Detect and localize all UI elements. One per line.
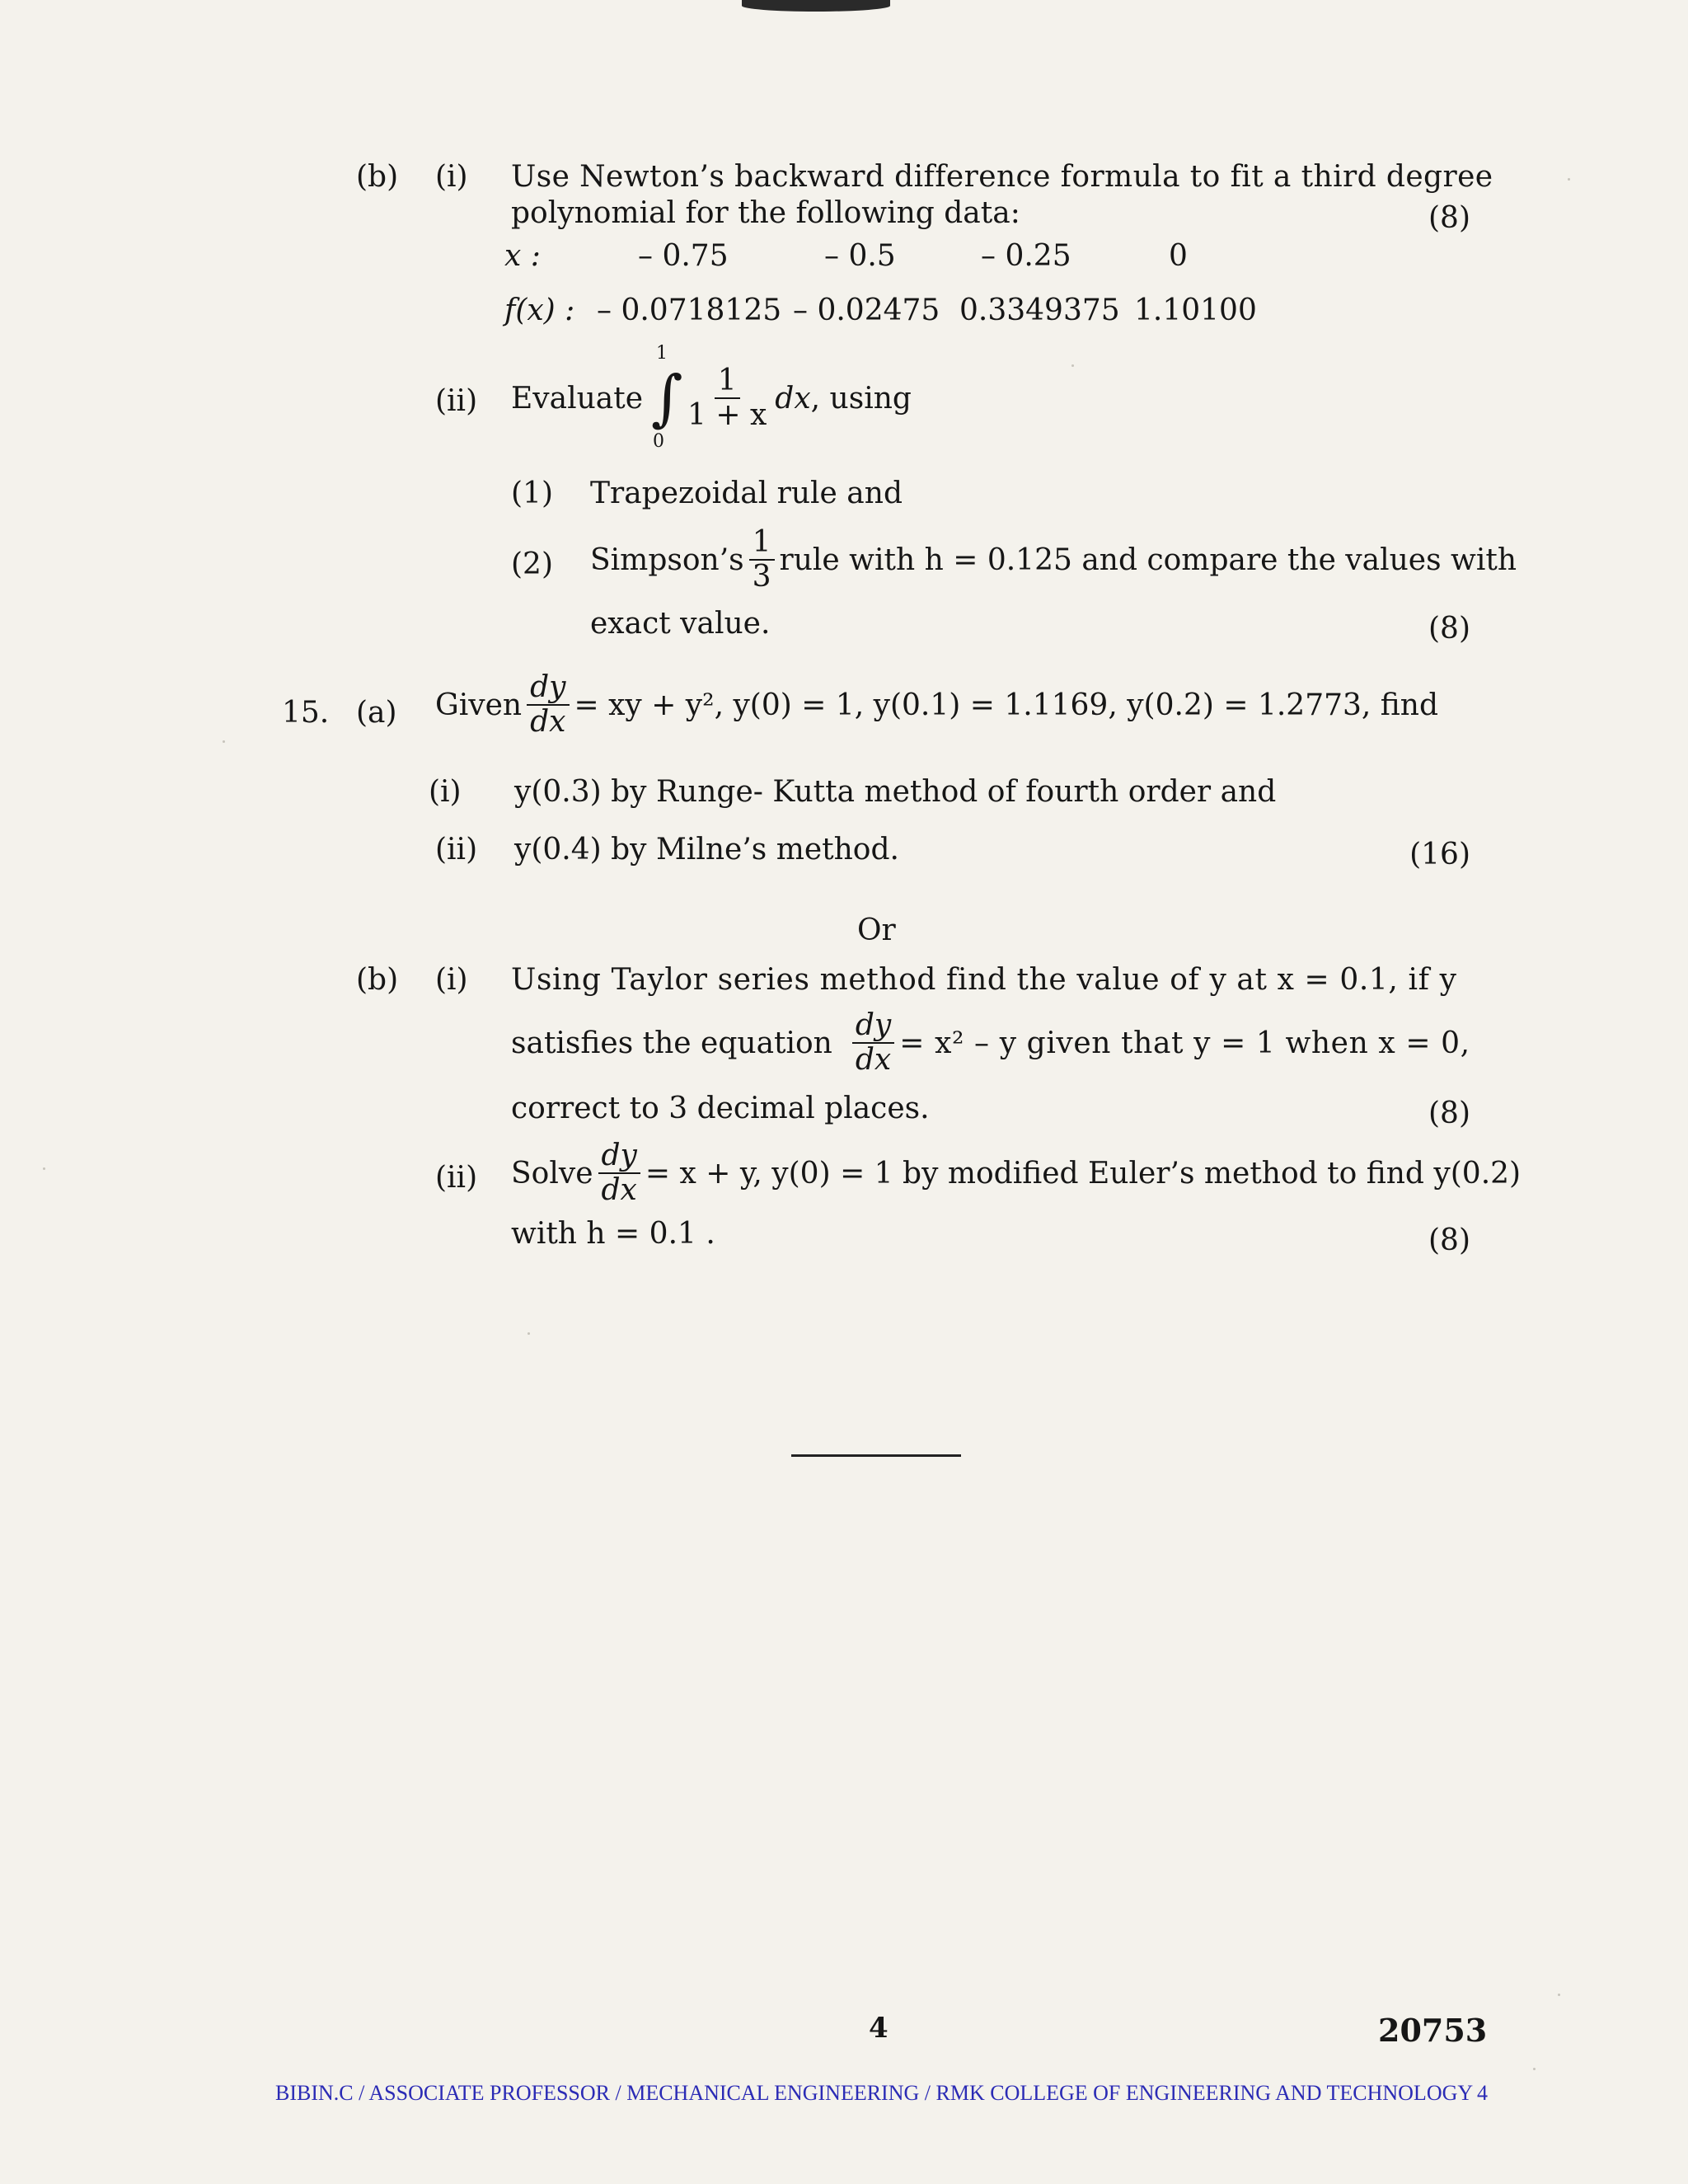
one-third-fraction bbox=[749, 525, 775, 594]
scan-speck bbox=[528, 1332, 530, 1335]
integrand-denominator: 1 + x bbox=[687, 398, 767, 432]
or-separator: Or bbox=[857, 914, 896, 947]
q15-number: 15. bbox=[282, 696, 330, 730]
q15a-i-text: y(0.3) by Runge- Kutta method of fourth order and bbox=[514, 775, 1277, 809]
one-third-numerator: 1 bbox=[749, 528, 775, 561]
table-f-value-2: – 0.02475 bbox=[793, 294, 940, 327]
q14b-i-text-line2: polynomial for the following data: bbox=[511, 196, 1020, 230]
table-f-value-1: – 0.0718125 bbox=[597, 294, 782, 327]
page-number: 4 bbox=[869, 2012, 889, 2045]
q15b-i-line1: Using Taylor series method find the value of y at x = 0.1, if y bbox=[511, 963, 1457, 997]
paper-code: 20753 bbox=[1378, 2012, 1488, 2049]
q14b-ii-sub2-line bbox=[590, 525, 1517, 594]
q15b-i-equation-rest: = x² – y given that y = 1 when x = 0, bbox=[899, 1026, 1470, 1060]
scan-binding-mark bbox=[742, 0, 890, 12]
q15b-i-dy: dy bbox=[852, 1011, 894, 1044]
scan-speck bbox=[1071, 364, 1074, 367]
table-x-value-1: – 0.75 bbox=[638, 239, 729, 273]
q14b-ii-evaluate-line bbox=[511, 343, 912, 452]
q15b-i-line2 bbox=[511, 1008, 1470, 1077]
scan-speck bbox=[1568, 178, 1570, 181]
table-f-value-4: 1.10100 bbox=[1134, 294, 1257, 327]
integral-lower-limit: 0 bbox=[653, 431, 665, 452]
q15b-ii-dy-dx-fraction bbox=[598, 1141, 640, 1205]
q15b-i-dx: dx bbox=[855, 1043, 892, 1077]
table-x-label: x : bbox=[504, 239, 541, 273]
q14b-ii-marks: (8) bbox=[1428, 612, 1470, 646]
one-third-denominator: 3 bbox=[752, 560, 771, 594]
satisfies-text: satisfies the equation bbox=[511, 1026, 832, 1060]
scan-speck bbox=[223, 740, 225, 743]
scan-speck bbox=[1558, 1994, 1560, 1996]
integral-dx: dx bbox=[775, 381, 811, 416]
simpsons-rest: rule with h = 0.125 and compare the values with bbox=[779, 542, 1517, 577]
q15b-i-label: (i) bbox=[435, 963, 468, 997]
integrand-fraction bbox=[684, 366, 770, 430]
integral-upper-limit: 1 bbox=[656, 343, 668, 364]
q15b-ii-label: (ii) bbox=[435, 1161, 478, 1195]
end-of-paper-rule bbox=[791, 1454, 961, 1457]
given-word: Given bbox=[435, 688, 523, 722]
integrand-numerator: 1 bbox=[715, 366, 740, 399]
q14b-ii-sub1-text: Trapezoidal rule and bbox=[590, 477, 903, 510]
dx-denominator: dx bbox=[530, 705, 566, 739]
q15a-i-label: (i) bbox=[429, 775, 462, 809]
q15a-marks: (16) bbox=[1409, 838, 1470, 871]
q15b-i-line3: correct to 3 decimal places. bbox=[511, 1092, 930, 1125]
q14b-ii-label: (ii) bbox=[435, 384, 478, 418]
q15b-ii-line2: with h = 0.1 . bbox=[511, 1217, 715, 1251]
footer-credit: BIBIN.C / ASSOCIATE PROFESSOR / MECHANICAL ENGINEERING / RMK COLLEGE OF ENGINEERING AND TECHNOLOGY bbox=[275, 2081, 1474, 2105]
q15a-ii-text: y(0.4) by Milne’s method. bbox=[514, 833, 899, 867]
table-x-value-2: – 0.5 bbox=[824, 239, 896, 273]
q15a-ii-label: (ii) bbox=[435, 833, 478, 867]
q14b-ii-sub2-label: (2) bbox=[511, 547, 553, 581]
given-equation-rest: = xy + y², y(0) = 1, y(0.1) = 1.1169, y(0.2) = 1.2773, find bbox=[574, 688, 1439, 722]
table-f-value-3: 0.3349375 bbox=[959, 294, 1120, 327]
q14b-ii-sub1-label: (1) bbox=[511, 477, 553, 510]
scan-speck bbox=[43, 1167, 45, 1170]
table-x-value-4: 0 bbox=[1169, 239, 1188, 273]
table-x-value-3: – 0.25 bbox=[981, 239, 1071, 273]
using-word: , using bbox=[810, 381, 912, 416]
q15b-i-marks: (8) bbox=[1428, 1097, 1470, 1130]
table-f-label: f(x) : bbox=[504, 294, 575, 327]
evaluate-word: Evaluate bbox=[511, 381, 644, 416]
q14b-i-text-line1: Use Newton’s backward difference formula to fit a third degree bbox=[511, 160, 1493, 194]
q15a-given-line bbox=[435, 670, 1439, 739]
q15b-label: (b) bbox=[356, 963, 399, 997]
q14b-i-marks: (8) bbox=[1428, 201, 1470, 235]
q15b-ii-line1 bbox=[511, 1141, 1521, 1205]
solve-word: Solve bbox=[511, 1156, 593, 1191]
dy-dx-fraction bbox=[527, 670, 569, 739]
q14b-label: (b) bbox=[356, 160, 399, 194]
q15b-i-dy-dx-fraction bbox=[852, 1008, 894, 1077]
q14b-ii-sub2-line2: exact value. bbox=[590, 607, 771, 641]
footer-page-number: 4 bbox=[1477, 2081, 1488, 2105]
q15b-ii-equation-rest: = x + y, y(0) = 1 by modified Euler’s method to find y(0.2) bbox=[645, 1156, 1522, 1191]
q15b-ii-dy: dy bbox=[598, 1141, 640, 1174]
dy-numerator: dy bbox=[527, 673, 569, 706]
q15b-ii-marks: (8) bbox=[1428, 1224, 1470, 1257]
simpsons-word: Simpson’s bbox=[590, 542, 744, 577]
q15b-ii-dx: dx bbox=[601, 1173, 637, 1207]
scan-speck bbox=[1533, 2068, 1536, 2070]
q14b-i-label: (i) bbox=[435, 160, 468, 194]
integral-sign: 1 ∫ 0 bbox=[651, 343, 683, 452]
q15a-label: (a) bbox=[356, 696, 397, 730]
